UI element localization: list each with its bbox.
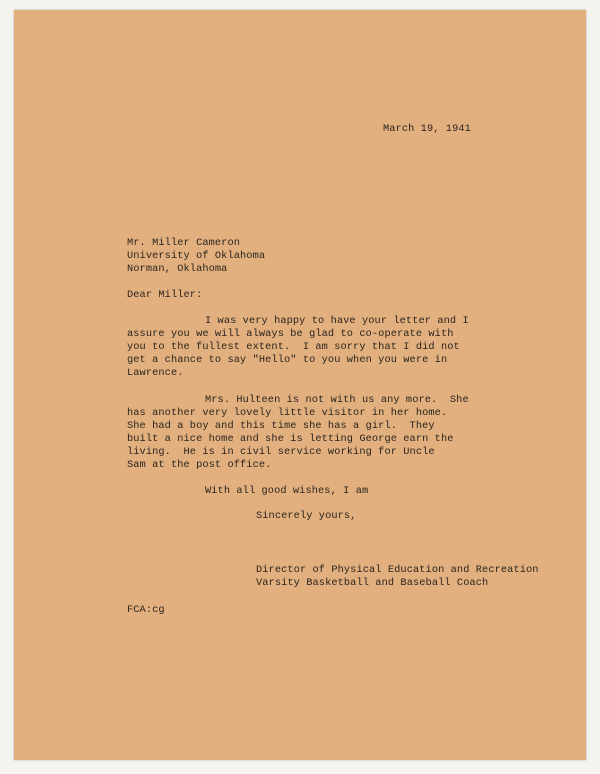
signature-title-line: Varsity Basketball and Baseball Coach — [256, 577, 489, 589]
letter-date: March 19, 1941 — [383, 123, 471, 135]
paragraph-1-line: I was very happy to have your letter and I — [205, 315, 469, 327]
paragraph-1-line: get a chance to say "Hello" to you when you were in — [127, 354, 448, 366]
paragraph-1-line: assure you we will always be glad to co-operate with — [127, 328, 454, 340]
complimentary-close: Sincerely yours, — [256, 510, 357, 522]
recipient-institution: University of Oklahoma — [127, 250, 266, 262]
recipient-name: Mr. Miller Cameron — [127, 237, 241, 249]
reference-initials: FCA:cg — [127, 604, 165, 616]
paragraph-2-line: has another very lovely little visitor in her home. — [127, 407, 448, 419]
paragraph-2-line: Mrs. Hulteen is not with us any more. She — [205, 394, 469, 406]
signature-title-line: Director of Physical Education and Recreation — [256, 564, 539, 576]
paragraph-2-line: living. He is in civil service working for Uncle — [127, 446, 435, 458]
closing-line: With all good wishes, I am — [205, 485, 369, 497]
paragraph-1-line: Lawrence. — [127, 367, 184, 379]
paragraph-1-line: you to the fullest extent. I am sorry that I did not — [127, 341, 460, 353]
salutation: Dear Miller: — [127, 289, 203, 301]
letter-page — [14, 10, 586, 760]
paragraph-2-line: Sam at the post office. — [127, 459, 272, 471]
recipient-city: Norman, Oklahoma — [127, 263, 228, 275]
paragraph-2-line: She had a boy and this time she has a girl. They — [127, 420, 435, 432]
paragraph-2-line: built a nice home and she is letting George earn the — [127, 433, 454, 445]
